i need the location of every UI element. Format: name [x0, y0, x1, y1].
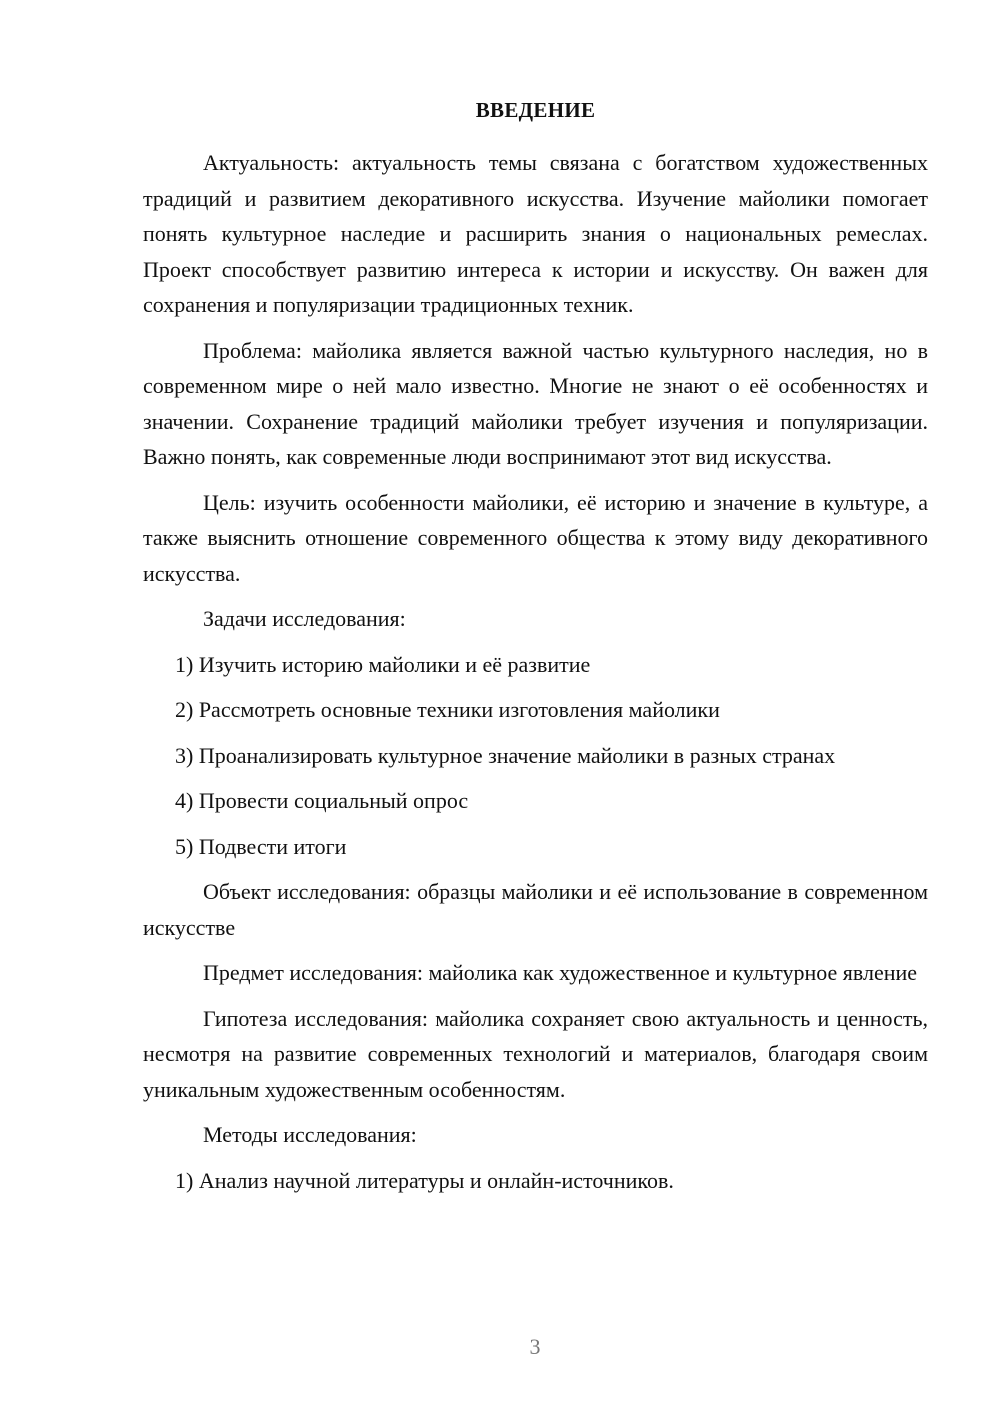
goal-paragraph: Цель: изучить особенности майолики, её историю и значение в культуре, а также выяснить отношение современного общества к этому виду декоративного искусства.: [143, 489, 928, 586]
relevance-paragraph: Актуальность: актуальность темы связана с богатством художественных традиций и развитием декоративного искусства. Изучение майолики помогает понять культурное наследие и расширить знания о национальных ремеслах. Проект способствует развитию интереса к истории и искусству. Он важен для сохранения и популяризации традиционных техник.: [143, 150, 928, 317]
document-page: [143, 95, 928, 1208]
page-number: 3: [529, 1334, 541, 1359]
page-title: ВВЕДЕНИЕ: [475, 98, 596, 122]
method-item: 1) Анализ научной литературы и онлайн-источников.: [175, 1167, 674, 1193]
tasks-heading: Задачи исследования:: [203, 606, 406, 631]
methods-heading: Методы исследования:: [203, 1122, 417, 1147]
task-item: 3) Проанализировать культурное значение майолики в разных странах: [175, 742, 836, 768]
task-item: 5) Подвести итоги: [175, 833, 347, 859]
object-paragraph: Объект исследования: образцы майолики и её использование в современном искусстве: [143, 879, 928, 940]
problem-paragraph: Проблема: майолика является важной частью культурного наследия, но в современном мире о ней мало известно. Многие не знают о её особенностях и значении. Сохранение традиций майолики требует изучения и популяризации. Важно понять, как современные люди воспринимают этот вид искусства.: [143, 337, 928, 469]
subject-paragraph: Предмет исследования: майолика как художественное и культурное явление: [203, 960, 918, 985]
task-item: 2) Рассмотреть основные техники изготовления майолики: [175, 697, 720, 722]
task-item: 4) Провести социальный опрос: [175, 788, 469, 813]
task-item: 1) Изучить историю майолики и её развитие: [175, 651, 591, 677]
hypothesis-paragraph: Гипотеза исследования: майолика сохраняет свою актуальность и ценность, несмотря на развитие современных технологий и материалов, благодаря своим уникальным художественным особенностям.: [143, 1005, 928, 1102]
